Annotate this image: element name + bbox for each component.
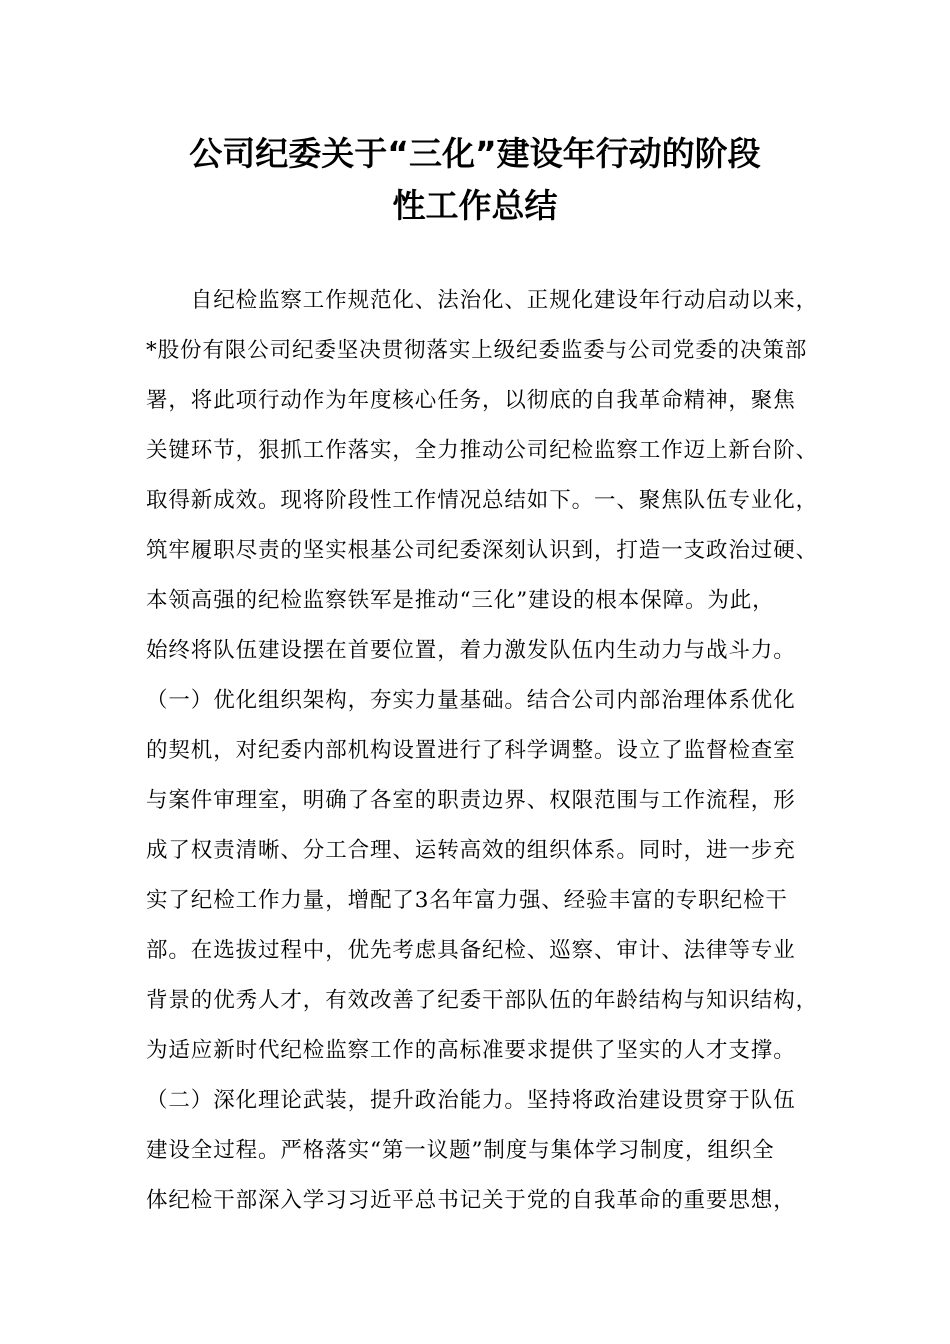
- body-line-1: 自纪检监察工作规范化、法治化、正规化建设年行动启动以来，: [146, 288, 819, 313]
- body-line-18: 建设全过程。严格落实“第一议题”制度与集体学习制度，组织全: [146, 1138, 775, 1163]
- body-line-16: 为适应新时代纪检监察工作的高标准要求提供了坚实的人才支撑。: [146, 1038, 796, 1063]
- body-line-4: 关键环节，狠抓工作落实，全力推动公司纪检监察工作迈上新台阶、: [146, 438, 819, 463]
- body-line-8: 始终将队伍建设摆在首要位置，着力激发队伍内生动力与战斗力。: [146, 638, 796, 663]
- body-line-19: 体纪检干部深入学习习近平总书记关于党的自我革命的重要思想，: [146, 1188, 796, 1213]
- body-line-3: 署，将此项行动作为年度核心任务，以彻底的自我革命精神，聚焦: [146, 388, 796, 413]
- body-line-2: *股份有限公司纪委坚决贯彻落实上级纪委监委与公司党委的决策部: [146, 338, 808, 363]
- body-line-9: （一）优化组织架构，夯实力量基础。结合公司内部治理体系优化: [146, 688, 796, 713]
- body-line-5: 取得新成效。现将阶段性工作情况总结如下。一、聚焦队伍专业化，: [146, 488, 819, 513]
- body-line-17: （二）深化理论武装，提升政治能力。坚持将政治建设贯穿于队伍: [146, 1088, 796, 1113]
- body-line-11: 与案件审理室，明确了各室的职责边界、权限范围与工作流程，形: [146, 788, 796, 813]
- body-line-7: 本领高强的纪检监察铁军是推动“三化”建设的根本保障。为此，: [146, 588, 775, 613]
- body-line-14: 部。在选拔过程中，优先考虑具备纪检、巡察、审计、法律等专业: [146, 938, 796, 963]
- body-line-15: 背景的优秀人才，有效改善了纪委干部队伍的年龄结构与知识结构，: [146, 988, 819, 1013]
- document-title-line-1: 公司纪委关于“三化”建设年行动的阶段: [189, 134, 761, 173]
- body-line-6: 筑牢履职尽责的坚实根基公司纪委深刻认识到，打造一支政治过硬、: [146, 538, 819, 563]
- document-title-line-2: 性工作总结: [392, 186, 558, 225]
- body-line-13: 实了纪检工作力量，增配了3名年富力强、经验丰富的专职纪检干: [146, 888, 788, 913]
- body-line-10: 的契机，对纪委内部机构设置进行了科学调整。设立了监督检查室: [146, 738, 796, 763]
- body-line-12: 成了权责清晰、分工合理、运转高效的组织体系。同时，进一步充: [146, 838, 796, 863]
